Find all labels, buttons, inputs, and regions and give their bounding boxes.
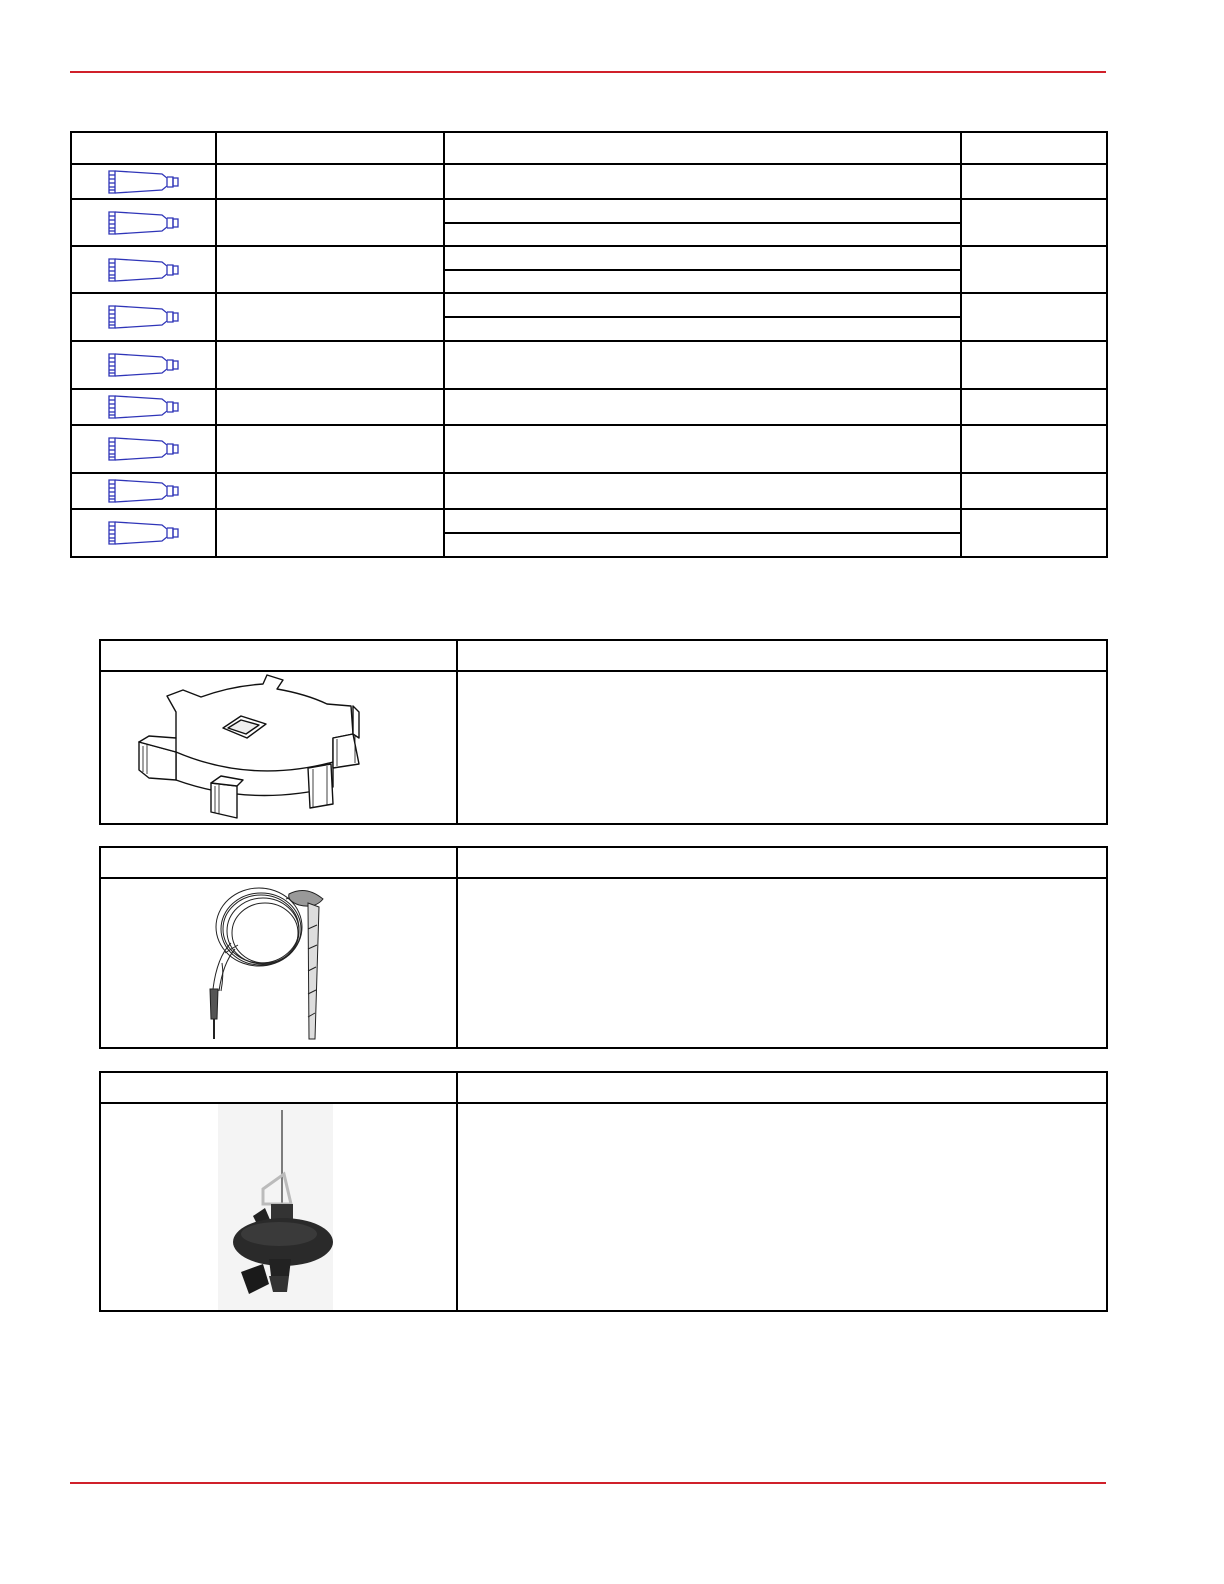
tool-header-row (100, 847, 1107, 878)
special-tool-table-3 (99, 1071, 1108, 1312)
where-used-cell (444, 509, 961, 557)
product-cell (216, 246, 444, 293)
special-tool-table-1 (99, 639, 1108, 825)
lubricant-row (71, 425, 1107, 473)
lubricant-tube-icon (107, 478, 181, 504)
tube-ref-cell (71, 246, 216, 293)
tool-use-header (457, 847, 1107, 878)
tool-name-header (100, 1072, 457, 1103)
where-used-line (445, 534, 960, 556)
part-number-cell (961, 246, 1107, 293)
tool-description (457, 878, 1107, 1048)
part-number-cell (961, 164, 1107, 199)
where-used-cell (444, 389, 961, 425)
where-used-line (445, 247, 960, 271)
lubricant-tube-icon (107, 520, 181, 546)
tool-image-cell (100, 878, 457, 1048)
tube-ref-cell (71, 425, 216, 473)
where-used-cell (444, 473, 961, 509)
tool-image-cell (100, 671, 457, 824)
tool-row (100, 671, 1107, 824)
lubricant-tube-icon (107, 352, 181, 378)
product-cell (216, 199, 444, 246)
part-number-cell (961, 293, 1107, 341)
special-tool-table-2 (99, 846, 1108, 1049)
tool-image-cell (100, 1103, 457, 1311)
lubricant-tube-icon (107, 257, 181, 283)
where-used-line (445, 318, 960, 340)
lubricant-tube-icon (107, 210, 181, 236)
where-used-cell (444, 293, 961, 341)
where-used-line (445, 271, 960, 292)
spline-socket-tool-illustration (101, 672, 458, 823)
product-cell (216, 473, 444, 509)
tube-ref-cell (71, 509, 216, 557)
lubricant-row (71, 199, 1107, 246)
header-where-used (444, 132, 961, 164)
part-number-cell (961, 473, 1107, 509)
tool-use-header (457, 1072, 1107, 1103)
tool-description (457, 671, 1107, 824)
fuel-pressure-gauge-fitting-illustration (101, 1104, 458, 1310)
product-cell (216, 509, 444, 557)
footer-rule (70, 1482, 1106, 1484)
lubricant-tube-icon (107, 304, 181, 330)
tool-row (100, 1103, 1107, 1311)
tube-ref-cell (71, 473, 216, 509)
thermocouple-probe-cable-illustration (101, 879, 458, 1047)
tool-header-row (100, 640, 1107, 671)
where-used-cell (444, 341, 961, 389)
lubricant-row (71, 164, 1107, 199)
lubricant-row (71, 473, 1107, 509)
product-cell (216, 341, 444, 389)
header-description (216, 132, 444, 164)
where-used-cell (444, 164, 961, 199)
tube-ref-cell (71, 293, 216, 341)
tube-ref-cell (71, 389, 216, 425)
tool-name-header (100, 640, 457, 671)
tool-description (457, 1103, 1107, 1311)
part-number-cell (961, 389, 1107, 425)
tube-ref-cell (71, 341, 216, 389)
lubricant-row (71, 341, 1107, 389)
tool-name-header (100, 847, 457, 878)
product-cell (216, 389, 444, 425)
part-number-cell (961, 341, 1107, 389)
tube-ref-cell (71, 199, 216, 246)
lubricant-tube-icon (107, 436, 181, 462)
tool-header-row (100, 1072, 1107, 1103)
part-number-cell (961, 425, 1107, 473)
where-used-cell (444, 425, 961, 473)
header-part-number (961, 132, 1107, 164)
where-used-line (445, 294, 960, 318)
product-cell (216, 425, 444, 473)
lubricant-table-header (71, 132, 1107, 164)
lubricant-row (71, 293, 1107, 341)
product-cell (216, 164, 444, 199)
product-cell (216, 293, 444, 341)
where-used-line (445, 224, 960, 245)
tool-use-header (457, 640, 1107, 671)
where-used-cell (444, 246, 961, 293)
part-number-cell (961, 199, 1107, 246)
where-used-cell (444, 199, 961, 246)
lubricant-row (71, 389, 1107, 425)
where-used-line (445, 510, 960, 534)
lubricant-row (71, 246, 1107, 293)
lubricant-tube-icon (107, 169, 181, 195)
part-number-cell (961, 509, 1107, 557)
lubricant-table (70, 131, 1108, 558)
where-used-line (445, 200, 960, 224)
lubricant-row (71, 509, 1107, 557)
tool-row (100, 878, 1107, 1048)
header-tube-ref (71, 132, 216, 164)
lubricant-tube-icon (107, 394, 181, 420)
lubricant-table-body (71, 164, 1107, 557)
header-rule (70, 71, 1106, 73)
tube-ref-cell (71, 164, 216, 199)
